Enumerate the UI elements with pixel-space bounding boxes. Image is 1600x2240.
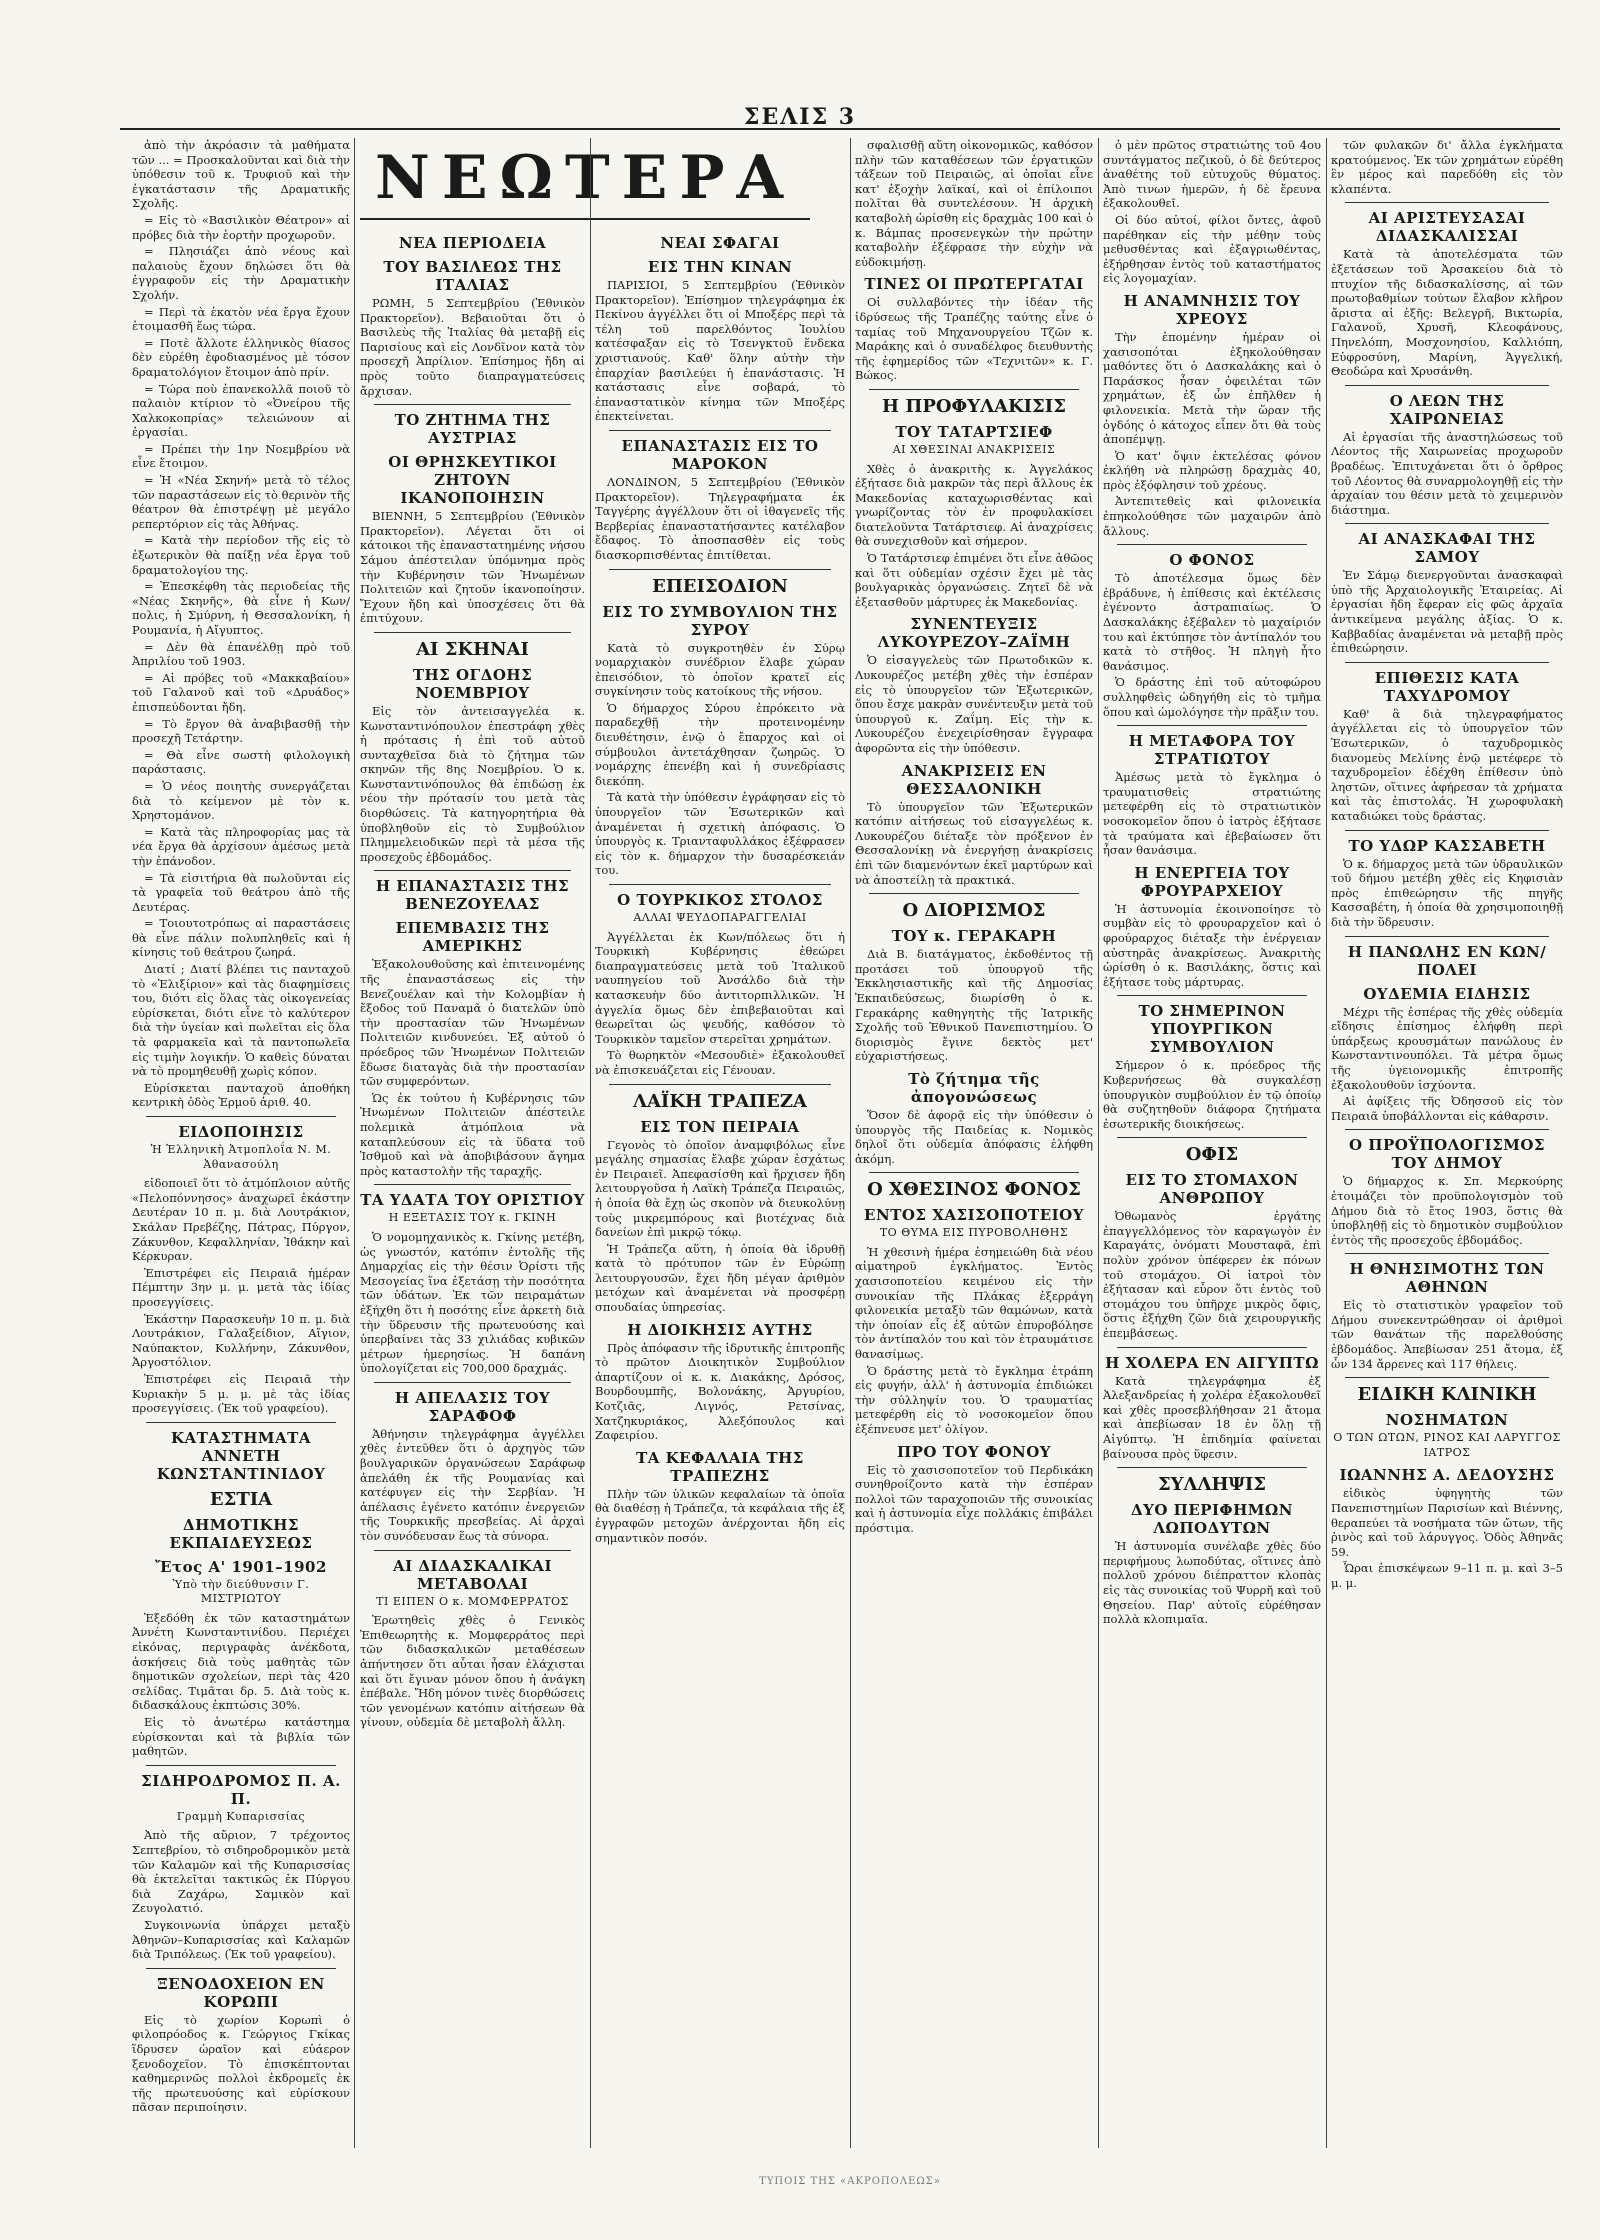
article-paragraph: = Περὶ τὰ ἑκατὸν νέα ἔργα ἔχουν ἑτοιμασθῆ ἕως τώρα. <box>132 304 350 334</box>
article-paragraph: Κατὰ τὰ ἀποτελέσματα τῶν ἐξετάσεων τοῦ Ἀρσακείου διὰ τὸ πτυχίον τῆς διδασκαλίσσης, αἱ τῶν πρωτοβαθμίων τούτων ἔλαβον κλῆρον ἄριστα αἱ ἑξῆς: Βελεγρῆ, Βικτωρία, Γαλανοῦ, Χρυσῆ, Κλεοφάνους, Πηνελόπη, Μοσχονησίου, Καλλιόπη, Εὐφροσύνη, Μαρίνη, Ἀγγελική, Θεοδώρα καὶ Χρυσάνθη. <box>1331 247 1563 379</box>
section-divider <box>1345 1377 1549 1378</box>
article-heading: ΠΡΟ ΤΟΥ ΦΟΝΟΥ <box>896 1442 1051 1461</box>
article-paragraph: ΡΩΜΗ, 5 Σεπτεμβρίου (Ἐθνικὸν Πρακτορεῖον). Βεβαιοῦται ὅτι ὁ Βασιλεὺς τῆς Ἰταλίας θὰ μεταβῇ εἰς Παρισίους καὶ εἰς Λονδῖνον κατὰ τὸν προσεχῆ Ἀπρίλιον. Ἐπίσημος ἤδη αἱ πρὸς τοῦτο διαπραγματεύσεις ἄρχισαν. <box>360 296 585 398</box>
article-subheading: ΑΙ ΧΘΕΣΙΝΑΙ ΑΝΑΚΡΙΣΕΙΣ <box>892 442 1056 456</box>
article-paragraph: = Κατὰ τὴν περίοδον τῆς εἰς τὸ ἐξωτερικὸν θὰ παίξῃ νέα ἔργα τοῦ δραματολογίου της. <box>132 533 350 577</box>
section-divider <box>1345 202 1549 203</box>
article-paragraph: Ὀθωμανὸς ἐργάτης ἐπαγγελλόμενος τὸν καραγωγὸν ἐν Καραγάτς, ὀνόματι Μουσταφᾶ, ἐπὶ πολὺν χρόνον ὑπέφερεν ἐκ πόνων τοῦ στομάχου. Οἱ ἰατροὶ τὸν ἐξήτασαν καὶ εὗρον ὅτι ἐντὸς τοῦ στομάχου του ὑπῆρχε μικρὸς ὄφις, ὅστις ἐξήχθη ζῶν διὰ χειρουργικῆς ἐπεμβάσεως. <box>1103 1209 1321 1341</box>
article-heading: Η ΕΝΕΡΓΕΙΑ ΤΟΥ ΦΡΟΥΡΑΡΧΕΙΟΥ <box>1134 863 1290 900</box>
article-heading: ΕΠΙΘΕΣΙΣ ΚΑΤΑ ΤΑΧΥΔΡΟΜΟΥ <box>1374 668 1520 705</box>
article-heading: ΤΑ ΚΕΦΑΛΑΙΑ ΤΗΣ ΤΡΑΠΕΖΗΣ <box>636 1448 804 1485</box>
article-heading: ΣΥΝΕΝΤΕΥΞΙΣ ΛΥΚΟΥΡΕΖΟΥ–ΖΑΪΜΗ <box>877 615 1071 652</box>
article-heading: ΕΙΣ ΤΟ ΣΥΜΒΟΥΛΙΟΝ ΤΗΣ ΣΥΡΟΥ <box>602 602 838 639</box>
section-divider <box>1117 1137 1307 1138</box>
article-paragraph: Κατὰ τηλεγράφημα ἐξ Ἀλεξανδρείας ἡ χολέρα ἐξακολουθεῖ καὶ χθὲς προσεβλήθησαν 21 ἄτομα καὶ ἀπεβίωσαν 18 ἐν ὅλῃ τῇ Αἰγύπτῳ. Ἡ ἐπιδημία φαίνεται βαίνουσα πρὸς ὕφεσιν. <box>1103 1373 1321 1461</box>
article-heading: ΤΟ ΣΗΜΕΡΙΝΟΝ ΥΠΟΥΡΓΙΚΟΝ ΣΥΜΒΟΥΛΙΟΝ <box>1138 1002 1286 1057</box>
article-paragraph: τῶν φυλακῶν δι' ἄλλα ἐγκλήματα κρατούμενος. Ἐκ τῶν χρημάτων εὑρέθη ἓν μέρος καὶ παρεδόθη εἰς τὸν κλαπέντα. <box>1331 138 1563 196</box>
article-heading: ΝΕΑΙ ΣΦΑΓΑΙ <box>660 234 780 252</box>
article-subheading: Ο ΤΩΝ ΩΤΩΝ, ΡΙΝΟΣ ΚΑΙ ΛΑΡΥΓΓΟΣ ΙΑΤΡΟΣ <box>1333 1431 1561 1459</box>
article-heading: ΙΩΑΝΝΗΣ Α. ΔΕΔΟΥΣΗΣ <box>1339 1466 1555 1485</box>
article-heading: ΟΥΔΕΜΙΑ ΕΙΔΗΣΙΣ <box>1363 984 1531 1003</box>
article-heading: ΣΥΛΛΗΨΙΣ <box>1157 1474 1267 1496</box>
article-paragraph: Ὁ δήμαρχος κ. Σπ. Μερκούρης ἐτοιμάζει τὸν προϋπολογισμὸν τοῦ Δήμου διὰ τὸ ἔτος 1903, ὅστις θὰ ὑποβληθῇ εἰς τὸ δημοτικὸν συμβούλιον ἐντὸς τῆς προσεχοῦς ἑβδομάδος. <box>1331 1174 1563 1247</box>
column-rule <box>1098 138 1099 2148</box>
section-divider <box>609 569 831 570</box>
column-rule <box>354 138 355 2148</box>
article-paragraph: Τὰ κατὰ τὴν ὑπόθεσιν ἐγράφησαν εἰς τὸ ὑπουργεῖον τῶν Ἐσωτερικῶν καὶ ἀναμένεται ἡ σχετικὴ ἀπόφασις. Ὁ ὑπουργὸς κ. Τριανταφυλλάκος ἐξέφρασεν εἰς τὸν κ. δήμαρχον τὴν δυσαρέσκειάν του. <box>595 790 845 878</box>
article-subheading: Ἡ Ἑλληνικὴ Ἀτμοπλοΐα Ν. Μ. Ἀθανασούλη <box>150 1143 332 1171</box>
section-divider <box>146 1968 336 1969</box>
section-divider <box>1345 523 1549 524</box>
column-5 <box>1103 138 1321 2148</box>
article-heading: ΤΑ ΥΔΑΤΑ ΤΟΥ ΟΡΙΣΤΙΟΥ <box>360 1191 585 1210</box>
article-heading: ΤΗΣ ΟΓΔΟΗΣ ΝΟΕΜΒΡΙΟΥ <box>412 665 533 702</box>
article-heading: ΚΑΤΑΣΤΗΜΑΤΑ ΑΝΝΕΤΗ ΚΩΝΣΤΑΝΤΙΝΙΔΟΥ <box>156 1428 326 1483</box>
article-paragraph: = Θὰ εἶνε σωστὴ φιλολογικὴ παράστασις. <box>132 747 350 777</box>
article-heading: Η ΕΠΑΝΑΣΤΑΣΙΣ ΤΗΣ ΒΕΝΕΖΟΥΕΛΑΣ <box>375 877 570 914</box>
section-divider <box>1117 544 1307 545</box>
article-heading: Ο ΦΟΝΟΣ <box>1169 551 1255 570</box>
article-heading: ΕΠΑΝΑΣΤΑΣΙΣ ΕΙΣ ΤΟ ΜΑΡΟΚΟΝ <box>621 436 819 473</box>
article-paragraph: Ὁ Τατάρτσιεφ ἐπιμένει ὅτι εἶνε ἀθῶος καὶ ὅτι οὐδεμίαν σχέσιν ἔχει μὲ τὰς βουλγαρικὰς ὀργανώσεις. Ζητεῖ δὲ νὰ ἐξετασθοῦν μάρτυρες ἐκ Μακεδονίας. <box>855 551 1093 609</box>
article-paragraph: Χθὲς ὁ ἀνακριτὴς κ. Ἀγγελάκος ἐξήτασε διὰ μακρῶν τὰς περὶ ἄλλους ἐκ Μακεδονίας καταχωρισθέντας καὶ γνωρίζοντας τὸν ἐν προφυλακίσει διατελοῦντα Τατάρτσιεφ. Αἱ ἀναχρίσεις θὰ συνεχισθοῦν καὶ σήμερον. <box>855 461 1093 549</box>
article-paragraph: = Ὁ νέος ποιητὴς συνεργάζεται διὰ τὸ κείμενον μὲ τὸν κ. Χρηστομάνον. <box>132 778 350 823</box>
section-divider <box>869 893 1079 894</box>
section-divider <box>374 1550 571 1551</box>
article-paragraph: = Δὲν θὰ ἐπανέλθῃ πρὸ τοῦ Ἀπριλίου τοῦ 1903. <box>132 639 350 669</box>
page-footer: ΤΥΠΟΙΣ ΤΗΣ «ΑΚΡΟΠΟΛΕΩΣ» <box>759 2176 941 2187</box>
article-paragraph: Ὁ δράστης μετὰ τὸ ἔγκλημα ἐτράπη εἰς φυγήν, ἀλλ' ἡ ἀστυνομία ἐπιδιώκει τὴν σύλληψίν του. Ὁ τραυματίας μετεφέρθη εἰς τὸ νοσοκομεῖον ὅπου ἐξέπνευσε μετ' ὀλίγον. <box>855 1363 1093 1436</box>
top-rule <box>120 128 1560 130</box>
section-divider <box>609 1084 831 1085</box>
section-divider <box>374 632 571 633</box>
article-paragraph: Εἰς τὸν ἀντεισαγγελέα κ. Κωνσταντινόπουλον ἐπεστράφη χθὲς ἡ πρότασις ἡ ἐπὶ τοῦ αὐτοῦ συνταχθεῖσα διὰ τὸ ζήτημα τῶν σκηνῶν τῆς 8ης Νοεμβρίου. Ὁ κ. Κωνσταντινόπουλος θὰ ἐπιδώσῃ ἐκ νέου τὴν πρότασίν του μετὰ τὰς διορθώσεις. Τὰ κατηγορητήρια θὰ ὑποβληθοῦν εἰς τὸ Συμβούλιον Πλημμελειοδικῶν περὶ τὰ μέσα τῆς προσεχοῦς ἑβδομάδος. <box>360 703 585 864</box>
column-1 <box>132 138 350 2148</box>
article-heading: ΟΙ ΘΡΗΣΚΕΥΤΙΚΟΙ ΖΗΤΟΥΝ ΙΚΑΝΟΠΟΙΗΣΙΝ <box>388 453 557 508</box>
article-heading: ΛΑΪΚΗ ΤΡΑΠΕΖΑ <box>633 1090 807 1112</box>
article-paragraph: = Κατὰ τὰς πληροφορίας μας τὰ νέα ἔργα θὰ ἀρχίσουν ἀμέσως μετὰ τὴν ἐπάνοδον. <box>132 824 350 868</box>
article-heading: ΕΠΕΙΣΟΔΙΟΝ <box>652 575 788 597</box>
article-paragraph: Ἀμέσως μετὰ τὸ ἔγκλημα ὁ τραυματισθεὶς στρατιώτης μετεφέρθη εἰς τὸ στρατιωτικὸν νοσοκομεῖον ὅπου ὁ ἰατρὸς ἐξήτασε τὰ τραύματα καὶ ἐβεβαίωσεν ὅτι ἦσαν θανάσιμα. <box>1103 770 1321 858</box>
article-paragraph: Ἐξακολουθοῦσης καὶ ἐπιτεινομένης τῆς ἐπαναστάσεως εἰς τὴν Βενεζουέλαν καὶ τὴν Κολομβίαν ἡ ἔξοδος τοῦ Παναμᾶ ὁ διατελῶν ὑπὸ τὴν προστασίαν τῶν Ἡνωμένων Πολιτειῶν κινδυνεύει. Ἐξ αὐτοῦ ὁ πρόεδρος τῶν Ἡνωμένων Πολιτειῶν ἔδωσε διαταγὰς διὰ τὴν προστασίαν τῶν συμφερόντων. <box>360 957 585 1089</box>
section-divider <box>374 404 571 405</box>
article-heading: ΕΝΤΟΣ ΧΑΣΙΣΟΠΟΤΕΙΟΥ <box>864 1206 1084 1225</box>
article-paragraph: ΠΑΡΙΣΙΟΙ, 5 Σεπτεμβρίου (Ἐθνικὸν Πρακτορεῖον). Ἐπίσημον τηλεγράφημα ἐκ Πεκίνου ἀγγέλλει ὅτι οἱ Μποξέρς περὶ τὰ τέλη τοῦ παρελθόντος Ἰουλίου κατέσφαξαν εἰς τὸ Τσενγκτοῦ ἕνδεκα χριστιανούς. Καθ' ὅλην αὐτὴν τὴν ἐπαρχίαν βασιλεύει ἡ ἐπανάστασις. Ἡ κατάστασις εἶνε σοβαρά, τὸ ἐπαναστατικὸν κίνημα τῶν Μποξέρς ἐπεκτείνεται. <box>595 278 845 424</box>
article-paragraph: Ἀθήνησιν τηλεγράφημα ἀγγέλλει χθὲς ἐντεῦθεν ὅτι ὁ ἀρχηγὸς τῶν βουλγαρικῶν ὀργανώσεων Σαράφωφ ἀπελάθη ἐκ τῆς Ρουμανίας καὶ κατέφυγεν εἰς τὴν Σερβίαν. Ἡ ἀπέλασις ἐγένετο κατόπιν ἐνεργειῶν τῆς Τουρκικῆς πρεσβείας. Αἱ ἀρχαὶ τὸν συνόδευσαν ἕως τὰ σύνορα. <box>360 1426 585 1544</box>
article-heading: Ο ΠΡΟΫΠΟΛΟΓΙΣΜΟΣ ΤΟΥ ΔΗΜΟΥ <box>1349 1136 1545 1173</box>
article-heading: ΑΙ ΑΝΑΣΚΑΦΑΙ ΤΗΣ ΣΑΜΟΥ <box>1358 530 1536 567</box>
section-divider <box>609 430 831 431</box>
article-heading: Η ΑΝΑΜΝΗΣΙΣ ΤΟΥ ΧΡΕΟΥΣ <box>1123 291 1301 328</box>
article-paragraph: Ἀντεπιτεθεὶς καὶ φιλονεικία ἐπηκολούθησε τῶν μαχαιρῶν ἀπὸ ἄλλους. <box>1103 494 1321 538</box>
article-paragraph: Ἀπὸ τῆς αὔριον, 7 τρέχοντος Σεπτεβρίου, τὸ σιδηροδρομικὸν μετὰ τῶν Καλαμῶν καὶ τῆς Κυπαρισσίας θὰ ἐκτελεῖται τακτικῶς ἐκ Πύργου διὰ Ζαχάρω, Σαμικὸν καὶ Ζευγολατιό. <box>132 1828 350 1916</box>
article-heading: ΑΙ ΔΙΔΑΣΚΑΛΙΚΑΙ ΜΕΤΑΒΟΛΑΙ <box>393 1556 552 1593</box>
article-paragraph: Διὰ Β. διατάγματος, ἐκδοθέντος τῇ προτάσει τοῦ ὑπουργοῦ τῆς Ἐκκλησιαστικῆς καὶ τῆς Δημοσίας Ἐκπαιδεύσεως, διωρίσθη ὁ κ. Γερακάρης καθηγητὴς τῆς Ἰατρικῆς Σχολῆς τοῦ Ἐθνικοῦ Πανεπιστημίου. Ὁ διορισμὸς ἔγινε δεκτὸς μετ' εὐχαριστήσεως. <box>855 947 1093 1064</box>
article-heading: ΝΕΑ ΠΕΡΙΟΔΕΙΑ <box>398 234 547 252</box>
section-divider <box>1345 1253 1549 1254</box>
section-divider <box>1345 830 1549 831</box>
article-paragraph: = Εἰς τὸ «Βασιλικὸν Θέατρον» αἱ πρόβες διὰ τὴν ἑορτὴν προχωροῦν. <box>132 212 350 242</box>
article-paragraph: Ἀγγέλλεται ἐκ Κων/πόλεως ὅτι ἡ Τουρκικὴ Κυβέρνησις ἐθεώρει διαπραγματεύσεις μετὰ τοῦ Ἰταλικοῦ ναυπηγείου τοῦ Ἀνσάλδο διὰ τὴν κατασκευὴν δύο ἀντιτορπιλλικῶν. Ἡ ἀγγελία ὅμως δὲν ἐπιβεβαιοῦται καὶ θεωρεῖται ὡς ψευδής, καθόσον τὸ Τουρκικὸν ταμεῖον στερεῖται χρημάτων. <box>595 929 845 1046</box>
article-heading: ΤΟΥ ΤΑΤΑΡΤΣΙΕΦ <box>895 422 1053 441</box>
article-paragraph: Καθ' ἃ διὰ τηλεγραφήματος ἀγγέλλεται εἰς τὸ ὑπουργεῖον τῶν Ἐσωτερικῶν, ὁ ταχυδρομικὸς διανομεὺς Μελίνης ἐνῷ μετέφερε τὸ ταχυδρομεῖον ἐδέχθη ἐπίθεσιν ὑπὸ ληστῶν, οἵτινες ἀφήρεσαν τὰ χρήματα καὶ τὰς ἐπιστολάς. Ἡ χωροφυλακὴ καταδιώκει τοὺς δράστας. <box>1331 706 1563 823</box>
column-6 <box>1331 138 1563 2148</box>
article-paragraph: Οἱ δύο αὐτοί, φίλοι ὄντες, ἀφοῦ παρέθηκαν εἰς τὴν μέθην τοὺς μεθυσθέντας καὶ ἐξαγριωθέντας, ἐξήρθησαν ἐντὸς τοῦ καταστήματος εἰς λογομαχίαν. <box>1103 212 1321 286</box>
article-heading: ΤΙΝΕΣ ΟΙ ΠΡΩΤΕΡΓΑΤΑΙ <box>864 275 1084 294</box>
article-heading: Η ΧΟΛΕΡΑ ΕΝ ΑΙΓΥΠΤΩ <box>1105 1353 1319 1372</box>
article-paragraph: Τὸ ἀποτέλεσμα ὅμως δὲν ἐβράδυνε, ἡ ἐπίθεσις καὶ ἐκτέλεσις ἐγένοντο ἀστραπιαίως. Ὁ Δασκαλάκης ἐξέβαλεν τὸ μαχαίριόν του καὶ ἐκτύπησε τὸν ἀντίπαλόν του κατὰ τὸ στῆθος. Ἡ πληγὴ ἦτο θανάσιμος. <box>1103 571 1321 673</box>
article-paragraph: = Αἱ πρόβες τοῦ «Μακκαβαίου» τοῦ Γαλανοῦ καὶ τοῦ «Δρυάδος» ἐπισπεύδονται ἤδη. <box>132 670 350 714</box>
article-heading: ΕΣΤΙΑ <box>209 1488 273 1510</box>
column-4 <box>855 138 1093 2148</box>
column-rule <box>1326 138 1327 2148</box>
article-paragraph: Ἡ ἀστυνομία ἐκοινοποίησε τὸ συμβὰν εἰς τὸ φρουραρχεῖον καὶ ὁ φρούραρχος διέταξε τὴν ἐνέργειαν αὐστηρᾶς ἀνακρίσεως. Ἀνακριτὴς ὡρίσθη ὁ κ. Βασιλάκης, ὅστις καὶ ἐξήτασε τοὺς μάρτυρας. <box>1103 901 1321 989</box>
article-paragraph: Εἰς τὸ ἀνωτέρω κατάστημα εὑρίσκονται καὶ τὰ βιβλία τῶν μαθητῶν. <box>132 1715 350 1759</box>
column-rule <box>590 138 591 2148</box>
article-paragraph: Κατὰ τὸ συγκροτηθὲν ἐν Σύρῳ νομαρχιακὸν συνέδριον ἔλαβε χώραν ἐπεισόδιον, τὸ ὁποῖον κρατεῖ εἰς συγκίνησιν τοὺς κατοίκους τῆς νήσου. <box>595 640 845 699</box>
article-paragraph: = Τὰ εἰσιτήρια θὰ πωλοῦνται εἰς τὰ γραφεῖα τοῦ θεάτρου ἀπὸ τῆς Δευτέρας. <box>132 870 350 914</box>
article-subheading: ΤΙ ΕΙΠΕΝ Ο κ. ΜΟΜΦΕΡΡΑΤΟΣ <box>376 1594 569 1608</box>
section-divider <box>869 389 1079 390</box>
section-divider <box>374 870 571 871</box>
article-paragraph: Τὸ ὑπουργεῖον τῶν Ἐξωτερικῶν κατόπιν αἰτήσεως τοῦ εἰσαγγελέως κ. Λυκουρέζου διέταξε τὸν πρόξενον ἐν Θεσσαλονίκῃ νὰ ἐνεργήσῃ ἀνακρίσεις ἐπὶ τῶν διαμενόντων ἐκεῖ μαρτύρων καὶ νὰ ἀποστείλῃ τὰ πρακτικά. <box>855 799 1093 887</box>
section-divider <box>1117 725 1307 726</box>
article-heading: ΔΥΟ ΠΕΡΙΦΗΜΩΝ ΛΩΠΟΔΥΤΩΝ <box>1131 1501 1293 1538</box>
article-paragraph: Αἱ ἐργασίαι τῆς ἀναστηλώσεως τοῦ Λέοντος τῆς Χαιρωνείας προχωροῦν βραδέως. Ἐπιτυχάνεται ὅτι ὁ ὄρθρος τοῦ Λέοντος θὰ συναρμολογηθῇ εἰς τὴν ἀρχαίαν του θέσιν μετὰ τὸ χειμερινὸν διάστημα. <box>1331 429 1563 517</box>
article-paragraph: Ἡ ἀστυνομία συνέλαβε χθὲς δύο περιφήμους λωποδύτας, οἵτινες ἀπὸ πολλοῦ χρόνου διέπραττον κλοπὰς εἰς τὰς συνοικίας τοῦ Ψυρρῆ καὶ τοῦ Θησείου. Παρ' αὐτοῖς εὑρέθησαν πολλὰ κλοπιμαῖα. <box>1103 1539 1321 1627</box>
article-heading: ΑΙ ΣΚΗΝΑΙ <box>416 638 529 660</box>
article-paragraph: = Ποτὲ ἄλλοτε ἑλληνικὸς θίασος δὲν εὑρέθη ἐφοδιασμένος μὲ τόσον δραματολόγιον ἕτοιμον ἀπὸ πρίν. <box>132 335 350 379</box>
section-divider <box>1345 936 1549 937</box>
article-paragraph: ὁ μὲν πρῶτος στρατιώτης τοῦ 4ου συντάγματος πεζικοῦ, ὁ δὲ δεύτερος ἀναθέτης τοῦ εὐτυχοῦς θύματος. Ἀπὸ τινων ἡμερῶν, ἡ δὲ ἔρευνα ἐξακολουθεῖ. <box>1103 138 1321 211</box>
article-heading: ΕΙΔΟΠΟΙΗΣΙΣ <box>178 1123 304 1141</box>
article-heading: ΕΙΣ ΤΟΝ ΠΕΙΡΑΙΑ <box>640 1117 800 1136</box>
masthead: ΝΕΩΤΕΡΑ <box>374 143 796 213</box>
article-subheading: Γραμμὴ Κυπαρισσίας <box>176 1809 306 1823</box>
article-paragraph: = Τώρα ποὺ ἐπανεκολλᾶ ποιοῦ τὸ παλαιὸν κτίριον τὸ «Ὀνείρου τῆς Χαλκοκοπρίας» τελειώνουν αἱ ἐργασίαι. <box>132 381 350 440</box>
article-heading: ΑΝΑΚΡΙΣΕΙΣ ΕΝ ΘΕΣΣΑΛΟΝΙΚΗ <box>901 761 1047 798</box>
article-heading: ΞΕΝΟΔΟΧΕΙΟΝ ΕΝ ΚΟΡΩΠΙ <box>157 1974 325 2011</box>
article-paragraph: Ὁ κατ' ὄψιν ἐκτελέσας φόνον ἐκλήθη νὰ πληρώσῃ δραχμὰς 40, πρὸς ἐξόφλησιν τοῦ χρέους. <box>1103 448 1321 492</box>
article-paragraph: Εὑρίσκεται πανταχοῦ ἀποθήκη κεντρικὴ ὁδὸς Ἑρμοῦ ἀριθ. 40. <box>132 1080 350 1110</box>
spacer <box>360 138 585 228</box>
article-paragraph: Οἱ συλλαβόντες τὴν ἰδέαν τῆς ἱδρύσεως τῆς Τραπέζης ταύτης εἶνε ὁ ταμίας τοῦ Μηχανουργείου Τζῶν κ. Μαράκης καὶ ὁ συναδέλφος διευθυντὴς τῆς ἐφημερίδος τῶν «Τεχνιτῶν» κ. Γ. Βώκος. <box>855 295 1093 383</box>
section-divider <box>869 1172 1079 1173</box>
article-paragraph: Εἰς τὸ χωρίον Κορωπὶ ὁ φιλοπρόοδος κ. Γεώργιος Γκίκας ἵδρυσεν ὡραῖον καὶ εὐάερον ξενοδοχεῖον. Τὸ ἐπισκέπτονται καθημερινῶς πολλοὶ ἐκδρομεῖς ἐκ τῆς πρωτευούσης καὶ εὑρίσκουν πᾶσαν περιποίησιν. <box>132 2012 350 2115</box>
article-paragraph: Ἡ Τράπεζα αὕτη, ἡ ὁποία θὰ ἱδρυθῇ κατὰ τὸ πρότυπον τῶν ἐν Εὐρώπῃ λειτουργουσῶν, ἔχει ἤδη μέγαν ἀριθμὸν μετόχων καὶ ἀναμένεται νὰ προσφέρῃ σπουδαίας ὑπηρεσίας. <box>595 1241 845 1315</box>
section-divider <box>1117 995 1307 996</box>
article-heading: Η ΑΠΕΛΑΣΙΣ ΤΟΥ ΣΑΡΑΦΟΦ <box>394 1388 551 1425</box>
article-subheading: Ὑπὸ τὴν διεύθυνσιν Γ. ΜΙΣΤΡΙΩΤΟΥ <box>172 1577 310 1606</box>
section-divider <box>374 1184 571 1185</box>
article-paragraph: Ἐρωτηθεὶς χθὲς ὁ Γενικὸς Ἐπιθεωρητὴς κ. Μομφερράτος περὶ τῶν διδασκαλικῶν μεταθέσεων ἀπήντησεν ὅτι αὗται ἦσαν ἐλάχισται καὶ ὅτι ἔγιναν μόνον ὅπου ἡ ἀνάγκη ἐπέβαλε. Ἤδη μόνον τινὲς διορθώσεις τῶν γενομένων κατόπιν αἰτήσεων θὰ γίνουν, οὐδεμία δὲ μεταβολὴ ἄλλη. <box>360 1613 585 1730</box>
article-paragraph: Πλὴν τῶν ὑλικῶν κεφαλαίων τὰ ὁποῖα θὰ διαθέσῃ ἡ Τράπεζα, τὰ κεφάλαια τῆς ἐξ ἐγγραφῶν μετοχῶν ἀνέρχονται ἤδη εἰς σημαντικὸν ποσόν. <box>595 1486 845 1545</box>
section-divider <box>1345 1129 1549 1130</box>
section-divider <box>609 884 831 885</box>
article-subheading: ΑΛΛΑΙ ΨΕΥΔΟΠΑΡΑΓΓΕΛΙΑΙ <box>633 911 807 924</box>
article-paragraph: Ὁ νομομηχανικὸς κ. Γκίνης μετέβη, ὡς γνωστόν, κατόπιν ἐντολῆς τῆς Δημαρχίας εἰς τὴν θέσιν Ὀρίστι τῆς Μεσογείας ἵνα ἐξετάσῃ τὴν ποσότητα τῶν ὑδάτων. Ἐκ τῶν πειραμάτων ἐξήχθη ὅτι ἡ ποσότης εἶνε ἀρκετὴ διὰ τὴν ὕδρευσιν τῆς πρωτευούσης καὶ ὑπερβαίνει τὰς 33 χιλιάδας κυβικῶν μέτρων ἡμερησίως. Ἡ δαπάνη ὑπολογίζεται εἰς 700,000 δραχμάς. <box>360 1229 585 1376</box>
article-paragraph: Ἐπιστρέφει εἰς Πειραιᾶ ἡμέραν Πέμπτην 3ην μ. μ. μετὰ τὰς ἰδίας προσεγγίσεις. <box>132 1265 350 1309</box>
article-paragraph: Μέχρι τῆς ἑσπέρας τῆς χθὲς οὐδεμία εἴδησις ἐπίσημος ἐλήφθη περὶ ὑπάρξεως κρουσμάτων πανώλους ἐν Κωνσταντινουπόλει. Τὰ μέτρα ὅμως τῆς ὑγειονομικῆς ἐπιτροπῆς ἐξακολουθοῦν ἰσχύοντα. <box>1331 1004 1563 1092</box>
section-divider <box>146 1765 336 1766</box>
article-paragraph: ΒΙΕΝΝΗ, 5 Σεπτεμβρίου (Ἐθνικὸν Πρακτορεῖον). Λέγεται ὅτι οἱ κάτοικοι τῆς ἐπαναστατημένης νήσου Σάμου ἀπέστειλαν ὑπόμνημα πρὸς τὴν Κυβέρνησιν τῶν Ἡνωμένων Πολιτειῶν καὶ ζητοῦν ἱκανοποίησιν. Ἔχουν ἤδη καὶ ὑποσχέσεις ὅτι θὰ ἐπιτύχουν. <box>360 509 585 626</box>
article-paragraph: Ὁ εἰσαγγελεὺς τῶν Πρωτοδικῶν κ. Λυκουρέζος μετέβη χθὲς τὴν ἑσπέραν εἰς τὸ ὑπουργεῖον τῶν Ἐξωτερικῶν, ὅπου ἔσχε μακρὰν συνέντευξιν μετὰ τοῦ ὑπουργοῦ κ. Ζαΐμη. Εἰς τὴν κ. Λυκουρέζου ἐνεχειρίσθησαν ἔγγραφα ἀφορῶντα εἰς τὴν ὑπόθεσιν. <box>855 653 1093 755</box>
article-paragraph: Ὅσον δὲ ἀφορᾷ εἰς τὴν ὑπόθεσιν ὁ ὑπουργὸς τῆς Παιδείας κ. Νομικὸς δηλοῖ ὅτι οὐδεμία ἀπόφασις ἐλήφθη ἀκόμη. <box>855 1107 1093 1166</box>
article-heading: Η ΘΝΗΣΙΜΟΤΗΣ ΤΩΝ ΑΘΗΝΩΝ <box>1349 1260 1545 1297</box>
article-paragraph: Διατί ; Διατί βλέπει τις πανταχοῦ τὸ «Ἐλιξίριον» καὶ τὰς διαφημίσεις του, διότι εἰς ὅλας τὰς οἰκογενείας εὑρίσκεται, διότι εἶνε τὸ καλύτερον διὰ τὴν ὑγείαν καὶ πωλεῖται εἰς ὅλα τὰ φαρμακεῖα καὶ τὰ παντοπωλεῖα εἰς τιμὴν λογικήν. Ὁ καθεὶς δύναται νὰ τὸ προμηθευθῇ χωρὶς κόπον. <box>132 962 350 1079</box>
article-paragraph: Τὴν ἑπομένην ἡμέραν οἱ χασισοπόται ἐξηκολούθησαν μαθόντες ὅτι ὁ Δασκαλάκης καὶ ὁ Παράσκος ἦσαν ὀφειλέται τῶν χρημάτων, ἐξ ὧν ἐπῆλθεν ἡ φιλονεικία. Μετὰ τὴν ὥραν τῆς ὀγδόης ὁ κάτοχος εἶπεν ὅτι θὰ τοὺς ἀποπέμψῃ. <box>1103 329 1321 447</box>
article-heading: ΤΟΥ ΒΑΣΙΛΕΩΣ ΤΗΣ ΙΤΑΛΙΑΣ <box>383 258 562 294</box>
section-divider <box>1117 1347 1307 1348</box>
article-heading: ΕΙΣ ΤΗΝ ΚΙΝΑΝ <box>647 258 793 276</box>
article-paragraph: Ἡ χθεσινὴ ἡμέρα ἐσημειώθη διὰ νέου αἱματηροῦ ἐγκλήματος. Ἐντὸς χασισοποτείου κειμένου εἰς τὴν συνοικίαν τῆς Πλάκας ἐξερράγη φιλονεικία μεταξὺ τῶν θαμώνων, κατὰ τὴν ὁποίαν εἷς ἐξ αὐτῶν ἐπυροβόλησε τὸν ἀντίπαλόν του καὶ τὸν ἐτραυμάτισε θανασίμως. <box>855 1244 1093 1362</box>
article-paragraph: Εἰς τὸ στατιστικὸν γραφεῖον τοῦ Δήμου συνεκεντρώθησαν οἱ ἀριθμοὶ τῶν θανάτων τῆς παρελθούσης ἑβδομάδος. Ἀπεβίωσαν 251 ἄτομα, ἐξ ὧν 134 ἄρρενες καὶ 117 θήλεις. <box>1331 1298 1563 1371</box>
article-paragraph: Γεγονὸς τὸ ὁποῖον ἀναμφιβόλως εἶνε μεγάλης σημασίας ἔλαβε χώραν ἐσχάτως ἐν Πειραιεῖ. Ἀπεφασίσθη καὶ ἤρχισεν ἤδη λειτουργοῦσα ἡ Λαϊκὴ Τράπεζα Πειραιῶς, ἡ ὁποία θὰ ἔχῃ ὡς σκοπὸν νὰ διευκολύνῃ τοὺς μικρεμπόρους καὶ βιοτέχνας διὰ δανείων ἐπὶ μικρῷ τόκῳ. <box>595 1137 845 1240</box>
page-number: ΣΕΛΙΣ 3 <box>743 104 857 130</box>
article-heading: ΤΟ ΥΔΩΡ ΚΑΣΣΑΒΕΤΗ <box>1348 836 1546 855</box>
spacer <box>595 138 845 228</box>
article-heading: ΔΗΜΟΤΙΚΗΣ ΕΚΠΑΙΔΕΥΣΕΩΣ <box>169 1515 313 1552</box>
article-paragraph: ΛΟΝΔΙΝΟΝ, 5 Σεπτεμβρίου (Ἐθνικὸν Πρακτορεῖον). Τηλεγραφήματα ἐκ Ταγγέρης ἀγγέλλουν ὅτι οἱ ἰθαγενεῖς τῆς Βερβερίας ἐπαναστατήσαντες κατέλαβον ἔδαφος. Τὸ ἀποσπασθὲν εἰς τοὺς διασκορπισθέντας ἐπιτίθεται. <box>595 474 845 562</box>
article-heading: ΟΦΙΣ <box>1185 1144 1239 1166</box>
article-heading: ΤΟ ΖΗΤΗΜΑ ΤΗΣ ΑΥΣΤΡΙΑΣ <box>394 411 551 448</box>
article-heading: Ο ΛΕΩΝ ΤΗΣ ΧΑΙΡΩΝΕΙΑΣ <box>1389 391 1505 428</box>
article-subheading: ΤΟ ΘΥΜΑ ΕΙΣ ΠΥΡΟΒΟΛΗΘΗΣ <box>879 1226 1069 1240</box>
article-paragraph: Τὸ θωρηκτὸν «Μεσουδιὲ» ἐξακολουθεῖ νὰ ἐπισκευάζεται εἰς Γένουαν. <box>595 1048 845 1077</box>
article-heading: ΝΟΣΗΜΑΤΩΝ <box>1385 1411 1509 1430</box>
article-paragraph: σφαλισθῇ αὕτη οἰκονομικῶς, καθόσον πλὴν τῶν καταθέσεων τῶν ἐργατικῶν τάξεων τοῦ Πειραιῶς, αἱ ὁποῖαι εἶνε κατ' ἐξοχὴν λαϊκαί, καὶ οἱ ἐπίλοιποι πολῖται θὰ συντελέσουν. Ἡ ἀρχικὴ καταβολὴ ὡρίσθη εἰς δραχμὰς 100 καὶ ὁ κ. Βάμπας προσενεγκὼν τὴν πρώτην καταβολὴν ἐξέφρασε τὴν εὐχὴν νὰ εὐδοκιμήσῃ. <box>855 138 1093 269</box>
article-heading: Ο ΔΙΟΡΙΣΜΟΣ <box>902 900 1046 922</box>
article-heading: Τὸ ζήτημα τῆς ἀπογονώσεως <box>908 1069 1040 1106</box>
article-paragraph: εἰδοποιεῖ ὅτι τὸ ἀτμόπλοιον αὐτῆς «Πελοπόννησος» ἀναχωρεῖ ἐκάστην Δευτέραν 10 π. μ. διὰ Λουτράκιον, Σκάλαν Πρεβέζης, Πάτρας, Πύργον, Ζάκυνθον, Κεφαλληνίαν, Ἰθάκην καὶ Κέρκυραν. <box>132 1176 350 1264</box>
section-divider <box>1345 385 1549 386</box>
article-paragraph: Ὧραι ἐπισκέψεων 9–11 π. μ. καὶ 3–5 μ. μ. <box>1331 1561 1563 1590</box>
column-3 <box>595 138 845 2148</box>
article-heading: ΕΠΕΜΒΑΣΙΣ ΤΗΣ ΑΜΕΡΙΚΗΣ <box>395 919 550 956</box>
article-paragraph: Ὡς ἐκ τούτου ἡ Κυβέρνησις τῶν Ἡνωμένων Πολιτειῶν ἀπέστειλε πολεμικὰ ἀτμόπλοια νὰ καταπλεύσουν εἰς τὰ ὕδατα τοῦ Ἰσθμοῦ καὶ νὰ ἀποβιβάσουν ἄγημα πρὸς καταστολὴν τῆς ταραχῆς. <box>360 1090 585 1178</box>
article-paragraph: = Τοιουτοτρόπως αἱ παραστάσεις θὰ εἶνε πάλιν πολυπληθεῖς καὶ ἡ κίνησις τοῦ θεάτρου ζωηρά. <box>132 916 350 960</box>
article-paragraph: Συγκοινωνία ὑπάρχει μεταξὺ Ἀθηνῶν–Κυπαρισσίας καὶ Καλαμῶν διὰ Τριπόλεως. (Ἐκ τοῦ γραφείου). <box>132 1917 350 1962</box>
article-paragraph: Ὁ δήμαρχος Σύρου ἐπρόκειτο νὰ παραδεχθῇ τὴν προτεινομένην διευθέτησιν, ἐνῷ ὁ ἔπαρχος καὶ οἱ σύμβουλοι ἀντετάχθησαν ζωηρῶς. Ὁ νομάρχης ἐπενέβη καὶ ἡ συνεδρίασις διεκόπη. <box>595 700 845 788</box>
article-paragraph: Ὁ κ. δήμαρχος μετὰ τῶν ὑδραυλικῶν τοῦ δήμου μετέβη χθὲς εἰς Κηφισιὰν πρὸς ἐπιθεώρησιν τῆς πηγῆς Κασσαβέτη, ἡ ὁποία θὰ χρησιμοποιηθῇ διὰ τὴν ὕδρευσιν. <box>1331 856 1563 929</box>
article-heading: Η ΜΕΤΑΦΟΡΑ ΤΟΥ ΣΤΡΑΤΙΩΤΟΥ <box>1128 732 1296 769</box>
section-divider <box>146 1116 336 1117</box>
article-paragraph: Ἑκάστην Παρασκευὴν 10 π. μ. διὰ Λουτράκιον, Γαλαξείδιον, Αἴγιον, Ναύπακτον, Κυλλήνην, Ζάκυνθον, Ἀργοστόλιον. <box>132 1311 350 1370</box>
article-paragraph: Σήμερον ὁ κ. πρόεδρος τῆς Κυβερνήσεως θὰ συγκαλέσῃ ὑπουργικὸν συμβούλιον ἐν τῷ ὁποίῳ θὰ συζητηθοῦν διάφορα ζητήματα ἐσωτερικῆς διοικήσεως. <box>1103 1058 1321 1131</box>
section-divider <box>146 1422 336 1423</box>
column-2 <box>360 138 585 2148</box>
article-paragraph: Εἰς τὸ χασισοποτεῖον τοῦ Περδικάκη συνηθροίζοντο κατὰ τὴν ἑσπέραν πολλοὶ τῶν ταραχοποιῶν τῆς συνοικίας καὶ ἡ ἀστυνομία εἶχε πολλάκις ἐπιβάλει πρόστιμα. <box>855 1462 1093 1535</box>
section-divider <box>1117 1467 1307 1468</box>
article-paragraph: Ἐπιστρέφει εἰς Πειραιᾶ τὴν Κυριακὴν 5 μ. μ. μὲ τὰς ἰδίας προσεγγίσεις. (Ἐκ τοῦ γραφείου). <box>132 1371 350 1416</box>
article-paragraph: ἀπὸ τὴν ἀκρόασιν τὰ μαθήματα τῶν ... = Προσκαλοῦνται καὶ διὰ τὴν ὑπόθεσιν τοῦ κ. Τρυφιοῦ καὶ τὴν ἐγκατάστασιν τῆς Δραματικῆς Σχολῆς. <box>132 138 350 211</box>
article-paragraph: εἰδικὸς ὑφηγητὴς τῶν Πανεπιστημίων Παρισίων καὶ Βιέννης, θεραπεύει τὰ νοσήματα τῶν ὤτων, τῆς ῥινὸς καὶ τοῦ λάρυγγος. Ὁδὸς Ἀθηνᾶς 59. <box>1331 1486 1563 1559</box>
article-paragraph: = Ἐπεσκέφθη τὰς περιοδείας τῆς «Νέας Σκηνῆς», θὰ εἶνε ἡ Κων/πολις, ἡ Σμύρνη, ἡ Θεσσαλονίκη, ἡ Ρουμανία, ἡ Αἴγυπτος. <box>132 579 350 637</box>
article-paragraph: Ἐν Σάμῳ διενεργοῦνται ἀνασκαφαὶ ὑπὸ τῆς Ἀρχαιολογικῆς Ἑταιρείας. Αἱ ἐργασίαι ἤδη ἔφεραν εἰς φῶς ἀρχαῖα ἀντικείμενα μεγάλης ἀξίας. Ὁ κ. Καββαδίας ἀναμένεται νὰ μεταβῇ πρὸς ἐπιθεώρησιν. <box>1331 568 1563 656</box>
article-heading: ΕΙΣ ΤΟ ΣΤΟΜΑΧΟΝ ΑΝΘΡΩΠΟΥ <box>1125 1171 1299 1208</box>
article-heading: Η ΠΡΟΦΥΛΑΚΙΣΙΣ <box>882 395 1066 417</box>
article-paragraph: = Τὸ ἔργον θὰ ἀναβιβασθῇ τὴν προσεχῆ Τετάρτην. <box>132 716 350 746</box>
article-heading: ΑΙ ΑΡΙΣΤΕΥΣΑΣΑΙ ΔΙΔΑΣΚΑΛΙΣΣΑΙ <box>1368 209 1526 246</box>
article-paragraph: = Πλησιάζει ἀπὸ νέους καὶ παλαιοὺς ἔχουν δηλώσει ὅτι θὰ ἐγγραφοῦν εἰς τὴν Δραματικὴν Σχολήν. <box>132 244 350 302</box>
article-subheading: Η ΕΞΕΤΑΣΙΣ ΤΟΥ κ. ΓΚΙΝΗ <box>388 1211 557 1225</box>
article-paragraph: Αἱ ἀφίξεις τῆς Ὀδησσοῦ εἰς τὸν Πειραιᾶ ὑποβάλλονται εἰς κάθαρσιν. <box>1331 1094 1563 1123</box>
article-heading: Η ΔΙΟΙΚΗΣΙΣ ΑΥΤΗΣ <box>627 1320 813 1339</box>
article-paragraph: Πρὸς ἀπόφασιν τῆς ἱδρυτικῆς ἐπιτροπῆς τὸ πρῶτον Διοικητικὸν Συμβούλιον ἀπαρτίζουν οἱ κ. κ. Διακάκης, Δρόσος, Βουρδουμπῆς, Βολονάκης, Ἀργυρίου, Κοτζιᾶς, Λιγνός, Ρετσίνας, Χατζηκυριάκος, Ἀλεξόπουλος καὶ Ζαφειρίου. <box>595 1340 845 1443</box>
article-paragraph: Ἐξεδόθη ἐκ τῶν καταστημάτων Ἀννέτη Κωνσταντινίδου. Περιέχει εἰκόνας, περιγραφὰς ἀνέκδοτα, ἀσκήσεις διὰ τοὺς μαθητὰς τῶν δημοτικῶν σχολείων, περὶ τὰς 420 σελίδας. Τιμᾶται δρ. 5. Διὰ τοὺς κ. διδασκάλους ἐκπτώσις 30%. <box>132 1610 350 1713</box>
article-paragraph: = Πρέπει τὴν 1ην Νοεμβρίου νὰ εἶνε ἕτοιμον. <box>132 441 350 471</box>
article-paragraph: Ὁ δράστης ἐπὶ τοῦ αὐτοφώρου συλληφθεὶς ὡδηγήθη εἰς τὸ τμῆμα ὅπου καὶ ὡμολόγησε τὴν πρᾶξιν του. <box>1103 675 1321 719</box>
article-heading: Ο ΧΘΕΣΙΝΟΣ ΦΟΝΟΣ <box>867 1179 1081 1201</box>
section-divider <box>374 1382 571 1383</box>
article-heading: ΕΙΔΙΚΗ ΚΛΙΝΙΚΗ <box>1357 1384 1537 1406</box>
article-heading: ΣΙΔΗΡΟΔΡΟΜΟΣ Π. Α. Π. <box>141 1771 341 1808</box>
section-divider <box>1345 662 1549 663</box>
article-heading: Η ΠΑΝΩΛΗΣ ΕΝ ΚΩΝ/ΠΟΛΕΙ <box>1347 942 1547 979</box>
column-rule <box>850 138 851 2148</box>
article-heading: ΤΟΥ κ. ΓΕΡΑΚΑΡΗ <box>891 927 1057 946</box>
article-paragraph: = Ἡ «Νέα Σκηνή» μετὰ τὸ τέλος τῶν παραστάσεων εἰς τὸ θερινὸν τῆς θέατρον θὰ ἐπιστρέψῃ μὲ μεγάλο ρεπερτόριον εἰς τὰς Ἀθήνας. <box>132 473 350 531</box>
article-heading: Ἔτος Α' 1901–1902 <box>155 1557 327 1576</box>
article-heading: Ο ΤΟΥΡΚΙΚΟΣ ΣΤΟΛΟΣ <box>617 891 823 909</box>
